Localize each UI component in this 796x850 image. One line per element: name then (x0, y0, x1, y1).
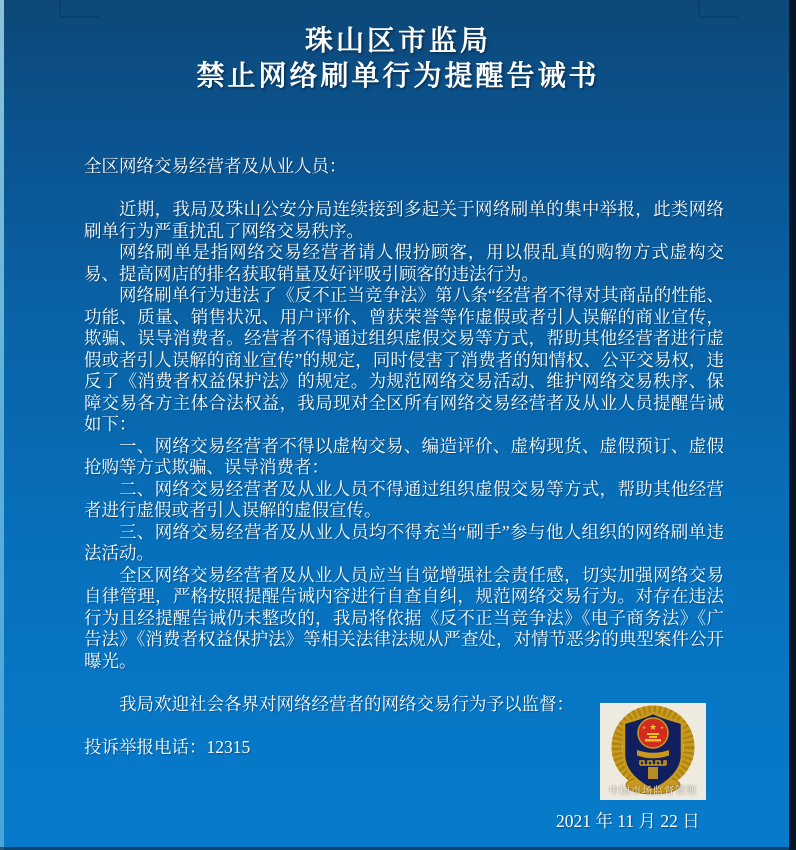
badge-caption-text: 中国市场监督管理 (609, 786, 697, 797)
market-supervision-badge-icon (600, 703, 706, 800)
document-title (0, 24, 796, 94)
document-body (84, 156, 724, 758)
paragraph-3: 网络刷单行为违法了《反不正当竞争法》第八条“经营者不得对其商品的性能、功能、质量、销售状况、用户评价、曾获荣誉等作虚假或者引人误解的商业宣传，欺骗、误导消费者。经营者不得通过组织虚假交易等方式，帮助其他经营者进行虚假或者引人误解的商业宣传”的规定，同时侵害了消费者的知情权、公平交易权，违反了《消费者权益保护法》的规定。为规范网络交易活动、维护网络交易秩序、保障交易各方主体合法权益，我局现对全区所有网络交易经营者及从业人员提醒告诫如下： (84, 285, 724, 434)
document-date: 2021 年 11 月 22 日 (556, 811, 700, 831)
paragraph-7: 全区网络交易经营者及从业人员应当自觉增强社会责任感，切实加强网络交易自律管理，严格按照提醒告诫内容进行自查自纠，规范网络交易行为。对存在违法行为且经提醒告诫仍未整改的，我局将依据《反不正当竞争法》《电子商务法》《广告法》《消费者权益保护法》等相关法律法规从严查处，对情节恶劣的典型案件公开曝光。 (84, 564, 724, 671)
paragraph-5-item-2: 二、网络交易经营者及从业人员不得通过组织虚假交易等方式，帮助其他经营者进行虚假或者引人误解的虚假宣传。 (84, 478, 724, 520)
title-line-2: 禁止网络刷单行为提醒告诫书 (196, 61, 600, 92)
supervision-line: 我局欢迎社会各界对网络经营者的网络交易行为予以监督： (119, 693, 574, 714)
svg-text:★: ★ (659, 726, 665, 731)
paragraph-2: 网络刷单是指网络交易经营者请人假扮顾客，用以假乱真的购物方式虚构交易、提高网店的排名获取销量及好评吸引顾客的违法行为。 (84, 242, 724, 284)
svg-text:★: ★ (648, 723, 658, 733)
right-edge-strip (789, 0, 796, 850)
left-edge-strip (0, 0, 4, 850)
salutation: 全区网络交易经营者及从业人员： (84, 156, 347, 176)
paragraph-1: 近期，我局及珠山公安分局连续接到多起关于网络刷单的集中举报，此类网络刷单行为严重扰乱了网络交易秩序。 (84, 199, 724, 241)
title-line-1: 珠山区市监局 (304, 26, 491, 57)
hotline-line: 投诉举报电话：12315 (84, 736, 251, 757)
paragraph-4-item-1: 一、网络交易经营者不得以虚构交易、编造评价、虚构现货、虚假预订、虚假抢购等方式欺骗、误导消费者： (84, 435, 724, 477)
svg-text:★: ★ (641, 726, 647, 731)
paragraph-6-item-3: 三、网络交易经营者及从业人员均不得充当“刷手”参与他人组织的网络刷单违法活动。 (84, 521, 724, 563)
